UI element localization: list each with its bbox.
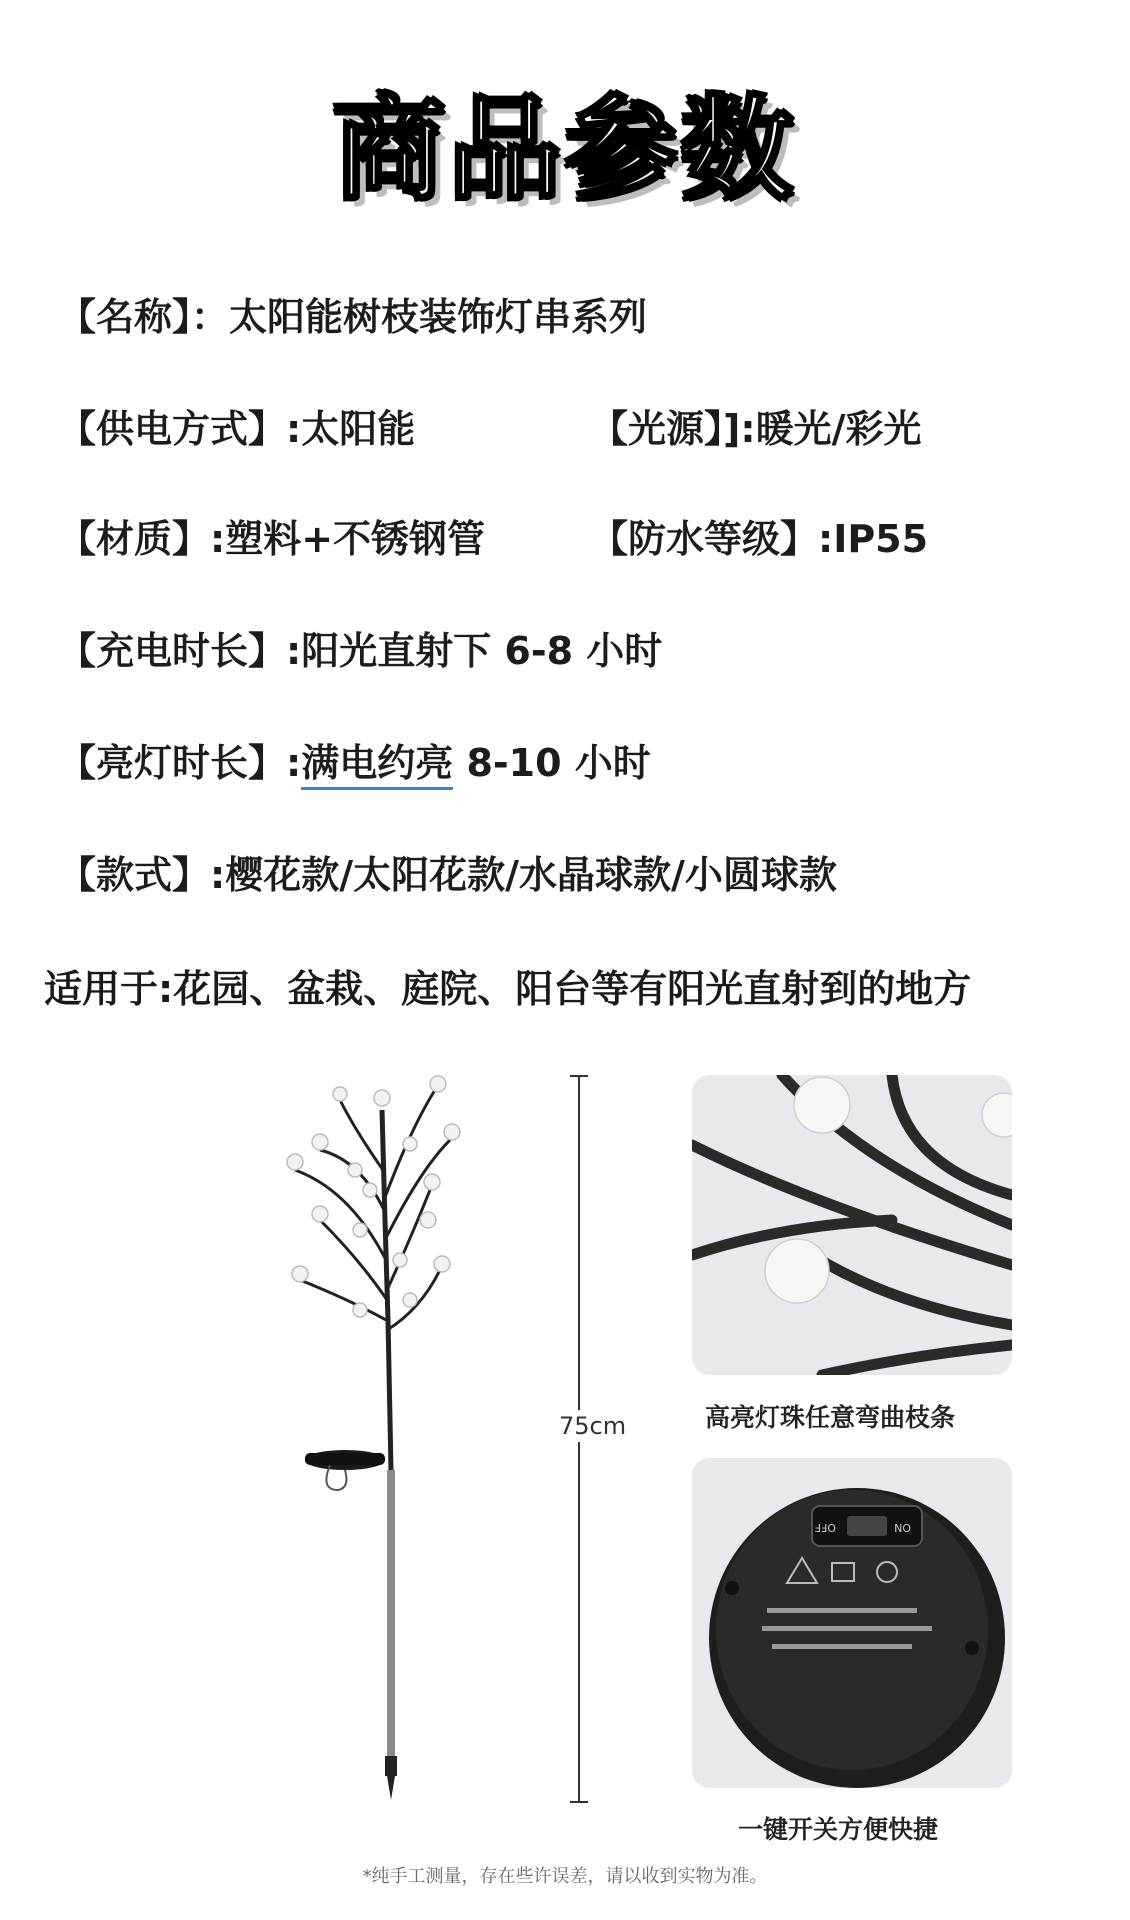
spec-lit-label: 【亮灯时长】: [58,741,302,785]
switch-on-text: ON [894,1521,911,1534]
product-photo-tree-light [260,1070,520,1810]
spec-styles: 【款式】:樱花款/太阳花款/水晶球款/小圆球款 [58,853,837,897]
photo-branch-closeup [692,1075,1012,1375]
spec-waterproof: 【防水等级】:IP55 [590,517,929,561]
branch-closeup-illustration [692,1075,1012,1375]
switch-closeup-illustration [692,1458,1012,1788]
measurement-note: *纯手工测量，存在些许误差，请以收到实物为准。 [362,1866,768,1887]
switch-off-text: OFF [814,1521,836,1534]
tree-light-illustration [260,1070,520,1810]
spec-name: 【名称】：太阳能树枝装饰灯串系列 [58,295,648,339]
page-title: 商品参数 [333,85,797,215]
spec-lit-underlined: 满电约亮 [301,741,453,790]
title-banner [0,60,1130,221]
caption-branch: 高亮灯珠任意弯曲枝条 [705,1403,956,1432]
spec-light: 【光源】]:暖光/彩光 [590,407,922,451]
dimension-label: 75cm [555,1410,630,1442]
photo-switch-closeup [692,1458,1012,1788]
dimension-cap-top [570,1075,588,1077]
spec-power: 【供电方式】:太阳能 [58,407,416,451]
usage-text: 适用于:花园、盆栽、庭院、阳台等有阳光直射到的地方 [44,967,972,1011]
spec-lit [58,732,651,787]
spec-lit-rest: 8-10 小时 [453,741,651,785]
spec-material: 【材质】:塑料+不锈钢管 [58,517,486,561]
spec-charge: 【充电时长】:阳光直射下 6-8 小时 [58,629,663,673]
caption-switch: 一键开关方便快捷 [738,1815,939,1844]
dimension-cap-bottom [570,1801,588,1803]
